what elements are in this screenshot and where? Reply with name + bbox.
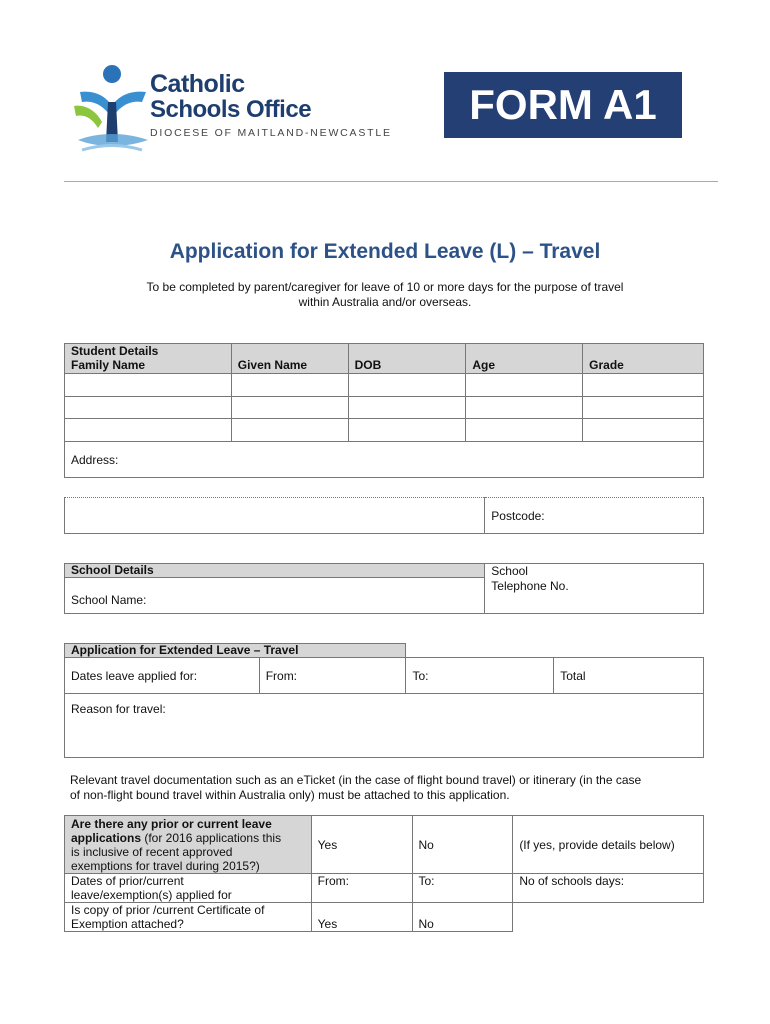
subtitle-line-1: To be completed by parent/caregiver for leave of 10 or more days for the purpose of travel bbox=[146, 280, 624, 294]
leave-from-field[interactable] bbox=[259, 658, 406, 694]
prior-copy-cell bbox=[65, 903, 312, 932]
leave-to-field[interactable] bbox=[406, 658, 554, 694]
prior-dates-label-2: leave/exemption(s) applied for bbox=[71, 888, 232, 902]
prior-no-option[interactable] bbox=[412, 816, 513, 874]
leave-section-title: Application for Extended Leave – Travel bbox=[65, 644, 406, 658]
reason-label: Reason for travel: bbox=[71, 702, 166, 716]
leave-total-label: Total bbox=[560, 668, 586, 683]
address-line-2-field[interactable] bbox=[65, 498, 485, 534]
logo-graphic-icon bbox=[72, 62, 152, 160]
prior-to-field[interactable] bbox=[412, 874, 513, 903]
prior-question-line-4: exemptions for travel during 2015?) bbox=[71, 858, 260, 873]
prior-question-line-2 bbox=[71, 831, 305, 845]
student-col-dob: DOB bbox=[348, 344, 466, 374]
student-col-age: Age bbox=[466, 344, 583, 374]
leave-total-field[interactable] bbox=[554, 658, 704, 694]
grade-field-1[interactable] bbox=[583, 374, 704, 397]
address-label: Address: bbox=[71, 452, 119, 467]
school-phone-field[interactable] bbox=[485, 563, 704, 614]
leave-application-table bbox=[64, 643, 704, 758]
prior-yes-label: Yes bbox=[317, 837, 338, 852]
family-name-field-3[interactable] bbox=[65, 419, 232, 442]
subtitle bbox=[110, 280, 660, 310]
student-col-grade: Grade bbox=[583, 344, 704, 374]
prior-question-bold: applications bbox=[71, 830, 142, 845]
prior-copy-label-2: Exemption attached? bbox=[71, 917, 184, 931]
address-field[interactable] bbox=[65, 442, 704, 478]
dob-field-1[interactable] bbox=[348, 374, 466, 397]
prior-from-field[interactable] bbox=[311, 874, 412, 903]
divider bbox=[64, 181, 718, 182]
prior-dates-cell bbox=[65, 874, 312, 903]
prior-question-cell bbox=[65, 816, 312, 874]
school-details-table bbox=[64, 563, 704, 614]
family-name-field-2[interactable] bbox=[65, 397, 232, 419]
grade-field-3[interactable] bbox=[583, 419, 704, 442]
given-name-field-3[interactable] bbox=[231, 419, 348, 442]
given-name-field-1[interactable] bbox=[231, 374, 348, 397]
prior-no-label: No bbox=[418, 837, 434, 852]
logo bbox=[72, 62, 152, 160]
school-phone-label-2: Telephone No. bbox=[491, 578, 569, 593]
logo-line-1: Catholic bbox=[150, 70, 245, 98]
family-name-header: Family Name bbox=[71, 358, 146, 372]
address-line-table bbox=[64, 497, 704, 534]
student-col-given-name: Given Name bbox=[231, 344, 348, 374]
postcode-label: Postcode: bbox=[491, 508, 545, 523]
prior-copy-label-1: Is copy of prior /current Certificate of bbox=[71, 903, 265, 917]
school-name-label: School Name: bbox=[71, 593, 147, 607]
note-line-2: of non-flight bound travel within Australia only) must be attached to this application. bbox=[70, 788, 510, 802]
prior-from-label: From: bbox=[317, 874, 349, 888]
prior-if-yes-label: (If yes, provide details below) bbox=[519, 837, 675, 852]
form-label: FORM A1 bbox=[444, 72, 682, 138]
logo-line-2: Schools Office bbox=[150, 96, 312, 123]
copy-empty-cell bbox=[513, 903, 704, 932]
prior-question-rest-1: (for 2016 applications this bbox=[141, 830, 282, 845]
prior-to-label: To: bbox=[418, 874, 435, 888]
copy-no-option[interactable] bbox=[412, 903, 513, 932]
school-phone-label-1: School bbox=[491, 563, 528, 578]
prior-if-yes-cell bbox=[513, 816, 704, 874]
reason-field[interactable] bbox=[65, 694, 704, 758]
grade-field-2[interactable] bbox=[583, 397, 704, 419]
copy-yes-label: Yes bbox=[317, 917, 338, 931]
dates-leave-cell bbox=[65, 658, 260, 694]
school-section-title: School Details bbox=[65, 564, 485, 578]
note-line-1: Relevant travel documentation such as an eTicket (in the case of flight bound travel) or itinerary (in the case bbox=[70, 773, 642, 787]
prior-dates-label-1: Dates of prior/current bbox=[71, 874, 184, 888]
family-name-field-1[interactable] bbox=[65, 374, 232, 397]
logo-line-3: DIOCESE OF MAITLAND-NEWCASTLE bbox=[150, 127, 392, 139]
school-name-field[interactable] bbox=[65, 578, 485, 614]
postcode-field[interactable] bbox=[485, 498, 704, 534]
copy-yes-option[interactable] bbox=[311, 903, 412, 932]
leave-from-label: From: bbox=[265, 668, 298, 683]
copy-no-label: No bbox=[418, 917, 434, 931]
student-details-table bbox=[64, 343, 704, 478]
leave-to-label: To: bbox=[412, 668, 429, 683]
age-field-1[interactable] bbox=[466, 374, 583, 397]
prior-school-days-label: No of schools days: bbox=[519, 874, 625, 888]
page-title: Application for Extended Leave (L) – Travel bbox=[169, 240, 601, 263]
age-field-3[interactable] bbox=[466, 419, 583, 442]
leave-header-spacer bbox=[406, 644, 704, 658]
subtitle-line-2: within Australia and/or overseas. bbox=[298, 295, 472, 309]
student-section-title: Student Details bbox=[71, 344, 159, 358]
given-name-field-2[interactable] bbox=[231, 397, 348, 419]
prior-question-line-3: is inclusive of recent approved bbox=[71, 844, 233, 859]
dob-field-3[interactable] bbox=[348, 419, 466, 442]
age-field-2[interactable] bbox=[466, 397, 583, 419]
dates-leave-label: Dates leave applied for: bbox=[71, 668, 198, 683]
prior-yes-option[interactable] bbox=[311, 816, 412, 874]
student-col-family-name bbox=[65, 344, 232, 374]
dob-field-2[interactable] bbox=[348, 397, 466, 419]
prior-leave-table bbox=[64, 815, 704, 932]
prior-school-days-field[interactable] bbox=[513, 874, 704, 903]
documentation-note bbox=[70, 773, 710, 803]
prior-question-line-1: Are there any prior or current leave bbox=[71, 816, 272, 831]
